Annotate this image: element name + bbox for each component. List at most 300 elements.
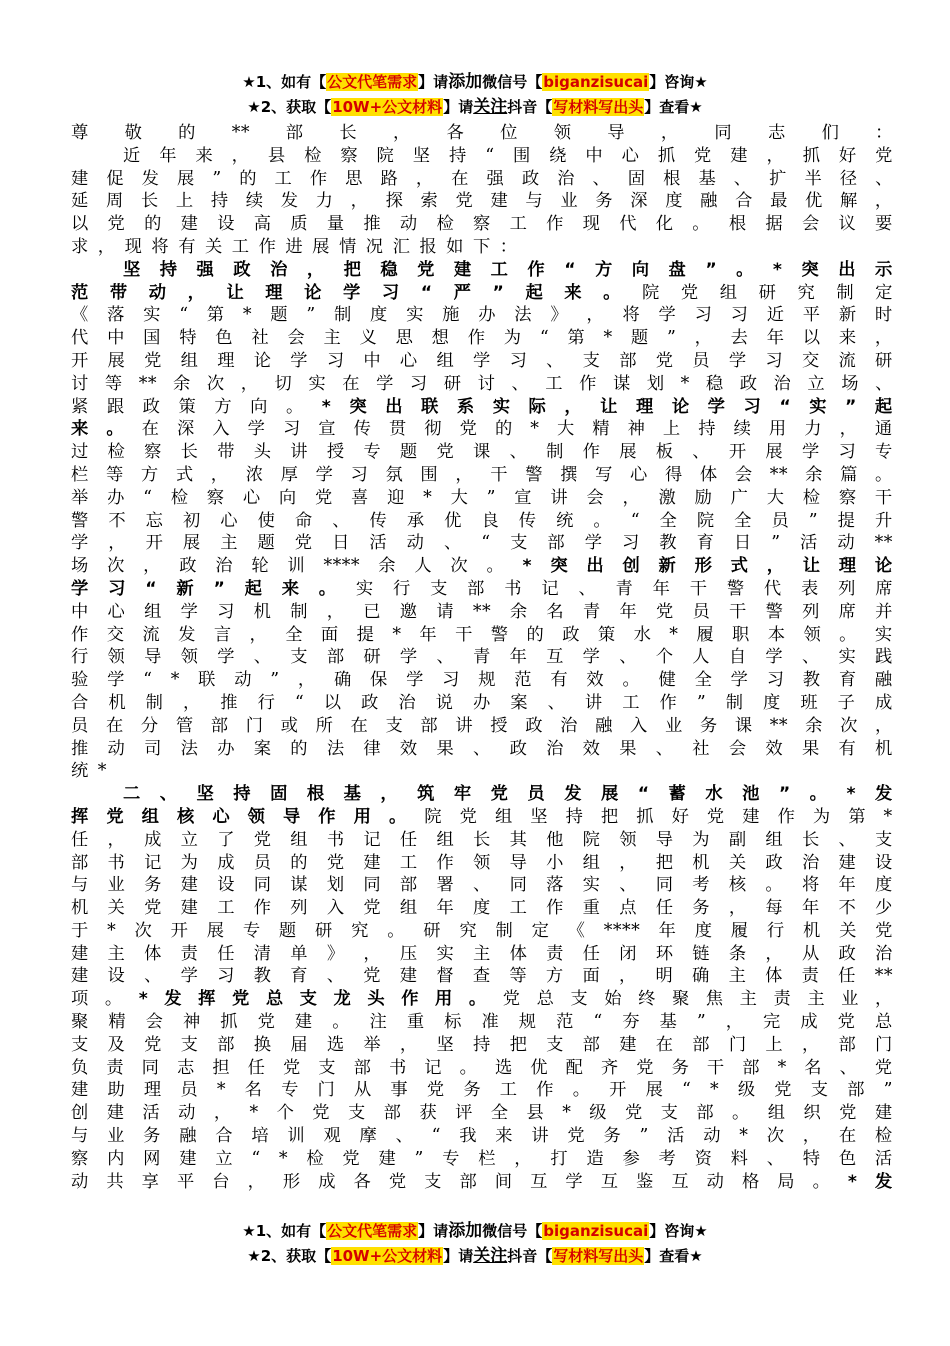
text-line [71, 350, 893, 373]
text-token: 写 [595, 464, 613, 485]
text-token: 、 [159, 784, 178, 805]
text-token: 政 [361, 692, 379, 713]
text-token: 党 [694, 145, 712, 166]
text-token: 任 [399, 829, 418, 850]
text-token: 径 [839, 168, 858, 189]
text-token: 促 [106, 168, 125, 189]
text-token: 研 [758, 282, 777, 303]
text-token: 近 [766, 305, 785, 326]
text-token: 作 [527, 259, 546, 280]
text-token: 课 [473, 442, 491, 463]
text-token: 业 [664, 715, 683, 736]
text-token: 党 [655, 601, 674, 622]
text-token: 名 [244, 1080, 263, 1101]
text-token: * [522, 556, 533, 577]
text-token: 《 [71, 305, 89, 326]
text-token: 上 [765, 1034, 784, 1055]
text-token: 提 [837, 510, 856, 531]
text-token: 内 [107, 1148, 125, 1169]
text-token: 鉴 [636, 1171, 654, 1192]
text-token: ， [306, 259, 325, 280]
text-token: 。 [106, 419, 125, 440]
text-token: ” [778, 784, 791, 805]
text-token: 法 [180, 738, 199, 759]
text-token: 出 [838, 259, 856, 280]
text-token: 单 [290, 943, 309, 964]
text-token: 建 [838, 852, 857, 873]
text-token: 活 [369, 533, 388, 554]
text-token: 。 [387, 920, 405, 941]
text-token: 书 [107, 852, 126, 873]
text-token: 组 [180, 350, 199, 371]
text-token: 建 [363, 852, 382, 873]
text-token: 教 [802, 670, 821, 691]
text-token: 。 [732, 1103, 750, 1124]
text-token: 检 [107, 442, 126, 463]
text-token: ， [108, 533, 127, 554]
text-token: 稳 [380, 259, 399, 280]
text-token: 激 [658, 487, 677, 508]
text-token: 开 [609, 1080, 627, 1101]
text-token: 面 [582, 966, 601, 987]
text-token: 年 [419, 624, 438, 645]
text-token: 优 [444, 510, 462, 531]
text-token: 、 [436, 647, 455, 668]
text-token: 名 [546, 601, 565, 622]
text-token: 关 [728, 852, 747, 873]
text-token: 届 [290, 1034, 309, 1055]
text-token: 展 [182, 533, 201, 554]
text-token: 总 [265, 989, 284, 1010]
text-token: 实 [143, 305, 161, 326]
text-token: 、 [839, 1057, 858, 1078]
text-token: 检 [170, 487, 189, 508]
text-token: **** [603, 920, 641, 941]
text-token: 工 [231, 236, 250, 257]
text-line [71, 988, 893, 1011]
text-token: 传 [353, 419, 372, 440]
text-token: 案 [510, 692, 529, 713]
text-token: 察 [473, 214, 491, 235]
text-token: 门 [728, 1034, 747, 1055]
text-token: 题 [399, 442, 418, 463]
text-token: * [846, 784, 856, 805]
text-token: 二 [123, 784, 141, 805]
text-token: 融 [179, 1126, 197, 1147]
text-token: 平 [176, 1171, 195, 1192]
text-token: 立 [180, 829, 199, 850]
text-token: 社 [251, 328, 270, 349]
text-token: 干 [455, 624, 473, 645]
text-token: ， [801, 1034, 820, 1055]
text-token: 日 [332, 533, 350, 554]
text-line [71, 122, 893, 145]
text-line [71, 190, 893, 213]
text-token: 聚 [671, 989, 690, 1010]
text-token: * [847, 1171, 858, 1192]
text-token: 的 [144, 214, 162, 235]
text-token: 挥 [198, 989, 216, 1010]
highlight-text: 公文代笔需求 [327, 73, 418, 91]
text-token: 职 [732, 624, 750, 645]
text-token: 办 [217, 738, 235, 759]
text-token: 制 [145, 692, 164, 713]
text-token: 警 [525, 464, 543, 485]
text-token: 习 [743, 396, 762, 417]
text-token: 选 [494, 1057, 513, 1078]
text-token: 理 [636, 396, 654, 417]
text-token: 党 [107, 214, 126, 235]
text-token: 从 [801, 943, 820, 964]
text-token: 、 [619, 647, 637, 668]
text-token: 来 [281, 578, 300, 599]
text-token: 建 [71, 1080, 89, 1101]
text-token: ， [875, 715, 893, 736]
text-token: 领 [619, 829, 637, 850]
text-token: 、 [875, 373, 893, 394]
text-token: 定 [531, 920, 550, 941]
text-token: 以 [802, 328, 821, 349]
text-token: 神 [627, 419, 646, 440]
text-token: 栏 [71, 464, 89, 485]
text-token: 不 [838, 898, 857, 919]
text-token: 汇 [392, 236, 411, 257]
text-token: 示 [874, 259, 893, 280]
highlight-text: 10W+公文材料 [332, 1247, 443, 1265]
text-token: 导 [509, 852, 528, 873]
text-token: 落 [546, 875, 564, 896]
text-token: 查 [472, 966, 491, 987]
text-token: 建 [378, 1148, 397, 1169]
text-token: 求 [71, 236, 89, 257]
text-token: 次 [766, 1126, 785, 1147]
text-token: * [772, 259, 783, 280]
text-token: 、 [473, 875, 491, 896]
text-token: 轮 [251, 556, 270, 577]
text-token: 训 [287, 556, 306, 577]
text-token: 宣 [514, 487, 533, 508]
text-token: 第 [848, 806, 867, 827]
text-token: 导 [607, 123, 626, 143]
text-token: 习 [326, 350, 345, 371]
text-token: 固 [627, 168, 646, 189]
text-token: 验 [71, 670, 89, 691]
text-token: 规 [518, 1012, 537, 1033]
text-token: 政 [179, 556, 197, 577]
text-token: 近 [123, 145, 141, 166]
text-token: 党 [294, 533, 313, 554]
text-token: ， [143, 556, 161, 577]
text-token: 支 [424, 1171, 442, 1192]
text-token: 题 [270, 305, 289, 326]
text-token: 学 [658, 305, 677, 326]
text-token: 动 [107, 738, 126, 759]
text-token: 建 [619, 1034, 637, 1055]
text-token: “ [637, 784, 650, 805]
text-token: 成 [800, 1012, 819, 1033]
text-token: 量 [326, 214, 345, 235]
text-token: * [138, 989, 149, 1010]
text-token: 习 [694, 305, 713, 326]
text-token: 、 [332, 510, 350, 531]
text-token: 把 [509, 1034, 528, 1055]
text-token: 实 [308, 373, 327, 394]
text-token: 党 [839, 1103, 857, 1124]
text-token: 入 [212, 419, 231, 440]
text-token: 组 [719, 282, 738, 303]
text-token: 年 [159, 145, 178, 166]
text-token: 习 [622, 533, 640, 554]
text-token: 。 [839, 624, 857, 645]
text-token: 以 [71, 214, 89, 235]
text-token: 部 [459, 1171, 478, 1192]
text-token: 的 [178, 123, 196, 143]
text-token: 志 [176, 1057, 195, 1078]
text-token: 励 [694, 487, 713, 508]
text-token: 向 [278, 487, 297, 508]
text-token: 大 [556, 419, 575, 440]
text-token: 浓 [245, 464, 264, 485]
text-token: 立 [215, 1148, 234, 1169]
text-token: “ [682, 1080, 692, 1101]
text-token: 重 [582, 898, 601, 919]
text-token: 党 [875, 920, 893, 941]
text-token: 党 [455, 191, 474, 212]
text-token: 检 [874, 1126, 893, 1147]
text-token: ” [486, 487, 496, 508]
text-token: 讲 [290, 442, 309, 463]
text-token: 部 [582, 1034, 601, 1055]
text-token: 创 [622, 556, 641, 577]
text-token: 席 [875, 578, 893, 599]
text-token: 党 [837, 1012, 856, 1033]
text-token: 优 [805, 191, 823, 212]
text-token: 主 [807, 989, 826, 1010]
text-token: 实 [838, 647, 857, 668]
text-token: 有 [178, 236, 196, 257]
text-token: 全 [659, 510, 678, 531]
text-token: 紧 [71, 396, 89, 417]
text-token: 来 [564, 282, 583, 303]
text-token: 高 [253, 214, 272, 235]
text-token: 于 [71, 920, 89, 941]
text-token: 思 [395, 328, 414, 349]
text-token: 同 [363, 875, 382, 896]
text-token: 察 [340, 145, 359, 166]
text-token: 闭 [619, 943, 637, 964]
text-token: 同 [509, 875, 528, 896]
text-token: 个 [655, 647, 674, 668]
text-token: 书 [388, 1057, 407, 1078]
text-token: 建 [71, 943, 89, 964]
text-token: 务 [143, 1126, 161, 1147]
text-token: 第 [567, 328, 586, 349]
text-token: 作 [436, 852, 455, 873]
text-token: ， [240, 373, 259, 394]
text-token: 干 [874, 487, 893, 508]
text-token: **** [323, 556, 360, 577]
text-token: 焦 [705, 989, 724, 1010]
text-token: 参 [622, 1148, 641, 1169]
text-token: 党 [426, 1080, 445, 1101]
text-token: 绕 [549, 145, 567, 166]
text-token: 。 [603, 282, 621, 303]
text-token: 总 [536, 989, 555, 1010]
text-token: 质 [290, 214, 309, 235]
text-token: 表 [801, 578, 819, 599]
text-token: 撰 [560, 464, 578, 485]
text-token: 水 [633, 624, 652, 645]
text-token: 党 [253, 829, 272, 850]
text-token: 延 [71, 191, 89, 212]
text-token: 检 [304, 145, 322, 166]
text-line [71, 441, 893, 464]
text-token: 会 [145, 1012, 164, 1033]
text-token: 的 [290, 738, 309, 759]
text-token: 作 [777, 806, 796, 827]
text-token: 局 [777, 1171, 796, 1192]
text-token: 向 [631, 259, 650, 280]
text-token: 体 [765, 966, 783, 987]
text-token: 、 [511, 373, 530, 394]
text-token: 、 [546, 350, 564, 371]
text-token: 互 [671, 1171, 690, 1192]
text-token: 理 [143, 1080, 162, 1101]
text-token: 次 [134, 920, 153, 941]
text-token: 制 [725, 692, 744, 713]
text-token: 支 [347, 1103, 366, 1124]
text-token: 党 [388, 1171, 407, 1192]
text-token: 台 [212, 1171, 231, 1192]
text-token: 与 [71, 875, 89, 896]
text-token: 坚 [436, 1034, 455, 1055]
text-token: * [603, 328, 613, 349]
text-token: 授 [490, 715, 509, 736]
text-token: 获 [419, 1103, 438, 1124]
text-token: 、 [509, 442, 528, 463]
text-token: 学 [582, 647, 601, 668]
text-token: 命 [294, 510, 313, 531]
text-token: 导 [144, 647, 162, 668]
text-token: 我 [459, 1126, 478, 1147]
text-token: 把 [343, 259, 362, 280]
text-token: 习 [766, 670, 785, 691]
text-token: 管 [175, 715, 194, 736]
text-token: 督 [436, 966, 455, 987]
text-token: “ [179, 305, 189, 326]
text-token: 选 [326, 1034, 345, 1055]
text-token: ” [414, 1148, 424, 1169]
text-token: 学 [71, 533, 89, 554]
text-token: * [242, 305, 252, 326]
text-token: 治 [546, 738, 564, 759]
text-token: “ [539, 328, 550, 349]
text-token: 研 [363, 647, 382, 668]
text-token: * [321, 396, 332, 417]
text-token: ** [231, 123, 251, 143]
text-token: 。 [104, 989, 123, 1010]
text-token: 、 [547, 692, 566, 713]
text-token: 来 [495, 1126, 514, 1147]
text-token: 的 [290, 852, 309, 873]
text-token: 担 [212, 1057, 231, 1078]
text-token: 形 [694, 556, 713, 577]
text-token: ， [728, 898, 747, 919]
text-token: 力 [315, 191, 334, 212]
text-token: 学 [376, 373, 394, 394]
text-token: 终 [638, 989, 656, 1010]
text-token: 互 [600, 1171, 619, 1192]
text-token: ， [363, 943, 382, 964]
text-token: 。 [692, 214, 711, 235]
text-token: 范 [514, 670, 533, 691]
text-token: 领 [803, 624, 822, 645]
text-token: 会 [801, 214, 820, 235]
text-token: 发 [280, 191, 299, 212]
text-token: 究 [797, 282, 816, 303]
text-token: * [739, 1126, 749, 1147]
text-token: 他 [546, 829, 564, 850]
text-token: 治 [773, 373, 792, 394]
text-token: 余 [378, 556, 397, 577]
text-token: 上 [662, 419, 681, 440]
text-token: 请 [436, 601, 455, 622]
text-token: ， [725, 1012, 744, 1033]
text-token: 余 [173, 373, 191, 394]
text-token: 理 [217, 350, 235, 371]
text-token: 度 [694, 920, 713, 941]
text-token: 检 [306, 1148, 325, 1169]
text-token: 配 [565, 1057, 584, 1078]
text-token: 言 [213, 624, 232, 645]
text-token: 压 [399, 943, 418, 964]
text-token: 究 [351, 920, 369, 941]
text-token: 行 [392, 578, 411, 599]
text-token: 流 [838, 350, 857, 371]
text-token: 题 [630, 328, 649, 349]
text-token: 展 [645, 1080, 664, 1101]
text-token: 治 [560, 715, 578, 736]
text-token: 想 [431, 328, 450, 349]
text-token: 务 [671, 1057, 690, 1078]
text-token: 任 [582, 943, 601, 964]
text-token: 政 [233, 259, 252, 280]
text-token: 关 [204, 236, 223, 257]
text-token: 起 [874, 396, 893, 417]
text-token: 机 [692, 852, 711, 873]
text-token: 项 [71, 989, 89, 1010]
text-line [71, 1125, 893, 1148]
text-token: 活 [142, 1103, 161, 1124]
text-token: 党 [875, 145, 893, 166]
text-token: 持 [233, 784, 252, 805]
text-token: 、 [443, 533, 462, 554]
text-token: 举 [71, 487, 89, 508]
text-token: 聚 [71, 1012, 89, 1033]
text-token: 施 [442, 305, 460, 326]
text-token: 县 [526, 1103, 545, 1124]
text-token: 与 [71, 1126, 89, 1147]
text-token: 抓 [657, 145, 676, 166]
text-token: 通 [874, 419, 893, 440]
text-token: 分 [140, 715, 159, 736]
text-token: 半 [804, 168, 823, 189]
highlight-text: 公文代笔需求 [327, 1222, 418, 1240]
text-token: 学 [584, 533, 603, 554]
text-token: 员 [180, 1080, 199, 1101]
text-token: 作 [401, 989, 419, 1010]
text-token: 思 [345, 168, 363, 189]
